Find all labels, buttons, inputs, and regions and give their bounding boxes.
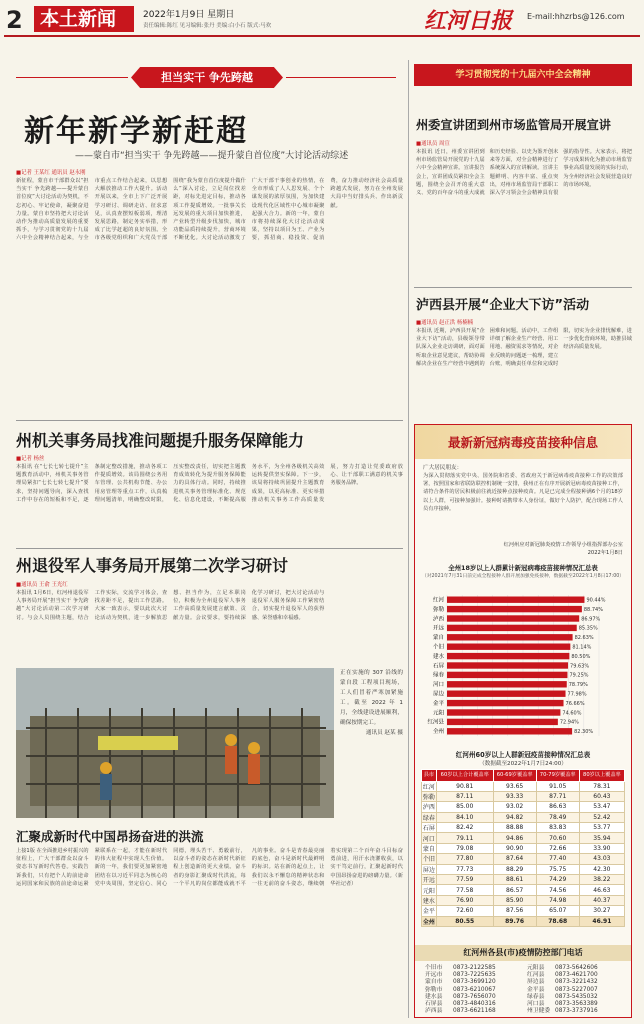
story-e-body: 上接1版 在全面推进乡村振兴的征程上，广大干部群众以奋斗姿态书写新时代答卷。实践告诉我们，只有把个人的前途命运同国家和民族的前途命运紧紧联系在一起，才能在新时代的伟大征程中实现人生价值。新的一年，我们要更加紧密地团结在以习近平同志为核心的党中央周围，坚定信心、同心同德，埋头苦干、勇毅前行，以奋斗者的姿态在新时代新征程上创造新的更大业绩。奋斗者的身影汇聚成时代洪流，每一个平凡的岗位都能成就不平凡的事业。奋斗是青春最亮丽的底色，奋斗是新时代最鲜明的标识。站在新的起点上，让我们以永不懈怠的精神状态和一往无前的奋斗姿态，继续朝着实现第二个百年奋斗目标奋勇前进，用汗水浇灌收获，以实干笃定前行，汇聚起新时代中国昂扬奋进的磅礴力量。（新华社记者）: [16, 848, 403, 887]
hotline-entry: [527, 987, 627, 994]
hotline-phone: 0873-5227007: [555, 986, 598, 993]
chart-category-label: 开远: [432, 625, 444, 632]
chart-bar: [447, 691, 566, 697]
hotline-phone: 0873-2122585: [453, 965, 496, 971]
elderly-vaccination-table: [421, 769, 625, 927]
table-row: [422, 833, 625, 843]
table-rate-cell: 74.29: [536, 875, 579, 885]
section-title: 本土新闻: [34, 6, 134, 32]
table-rate-cell: 75.75: [536, 864, 579, 874]
column-separator: [408, 60, 409, 1018]
table-rate-cell: 86.63: [536, 802, 579, 812]
hotline-region: 红河县: [527, 972, 545, 979]
hotline-left-list: [425, 965, 525, 1015]
table-row: [422, 875, 625, 885]
table-header-row: [422, 770, 625, 782]
table-rate-cell: 30.27: [579, 906, 624, 916]
hotline-phone: 0873-4840316: [453, 1001, 496, 1008]
chart-value-label: 85.35%: [578, 625, 598, 632]
table-title: 红河州60岁以上人群新冠疫苗接种情况汇总表: [455, 751, 591, 759]
table-rate-cell: 74.98: [536, 895, 579, 905]
chart-value-label: 82.63%: [574, 635, 594, 642]
table-rate-cell: 78.49: [536, 812, 579, 822]
table-rate-cell: 53.47: [579, 802, 624, 812]
table-rate-cell: 60.43: [579, 791, 624, 801]
table-county-cell: 开远: [422, 875, 437, 885]
table-rate-cell: 74.56: [536, 885, 579, 895]
photo-credit: 通讯员 赵某 摄: [365, 730, 403, 736]
lead-headline: 新年新学新赶超: [24, 114, 248, 149]
bar-chart-subtitle: （对2021年7月31日前完成全程接种人群开展加强免疫接种，数据截至2022年1月8日17:00）: [421, 574, 625, 579]
story-c-headline: 州机关事务局找准问题提升服务保障能力: [16, 431, 305, 450]
hotline-phone: 0873-4621700: [555, 972, 598, 979]
hotline-phone: 0873-5642606: [555, 965, 598, 971]
chart-category-label: 红河县: [427, 719, 444, 726]
chart-value-label: 81.14%: [572, 644, 592, 651]
table-row: [422, 823, 625, 833]
chart-bar: [447, 681, 567, 687]
hotline-region: 河口县: [527, 1001, 545, 1008]
hotline-entry: [425, 1008, 525, 1015]
table-rate-cell: 78.68: [536, 916, 579, 926]
chart-value-label: 77.98%: [567, 691, 587, 698]
table-header-cell: 60岁以上合计覆盖率: [436, 770, 493, 782]
photo-scene: [16, 668, 334, 818]
table-rate-cell: 87.64: [493, 854, 536, 864]
table-rate-cell: 85.00: [436, 802, 493, 812]
chart-category-label: 屏边: [432, 691, 444, 698]
vaccine-date: 2022年1月8日: [587, 550, 623, 556]
hotline-region: 绿春县: [527, 993, 545, 1000]
table-subtitle: （数据截至2022年1月7日24:00）: [479, 761, 567, 767]
table-row: [422, 906, 625, 916]
issue-date: 2022年1月9日 星期日: [143, 10, 235, 20]
table-rate-cell: 89.76: [493, 916, 536, 926]
hotline-phone: 0873-3737916: [555, 1008, 598, 1015]
chart-value-label: 80.50%: [571, 653, 591, 660]
chart-category-label: 河口: [432, 682, 444, 689]
paper-logo: 红河日报: [424, 8, 513, 34]
vaccine-panel: [414, 424, 632, 1018]
story-c-byline: ■记者 杨丝: [16, 456, 45, 462]
table-rate-cell: 87.56: [493, 906, 536, 916]
table-rate-cell: 85.90: [493, 895, 536, 905]
chart-value-label: 72.94%: [559, 719, 579, 726]
story-a-divider: [414, 287, 632, 288]
lead-body: 新征程，蒙自市干部群众以“担当实干 争先跨越——提升蒙自首位度”大讨论活动为契机，不忘初心、牢记使命，凝聚奋进力量。蒙自市坚持把大讨论活动作为推动高质量发展的重要抓手，与学习贯彻党的十九届六中全会精神结合起来，与全市重点工作结合起来，以思想大解放推动工作大提升。活动开展以来，全市上下广泛开展学习研讨、调研走访、征求意见，认真查摆短板弱项，理清发展思路，制定务实举措，形成了比学赶超的良好氛围。全市各级党组织和广大党员干部围绕“我为蒙自首位度提升做什么”深入讨论，立足岗位找差距，对标先进定目标，推动各项工作提质增效。一批事关长远发展的重大项目加快推进，产业转型升级步伐加快，城市功能品质持续提升，营商环境不断优化。大讨论活动激发了广大干部干事创业的热情，在全市形成了人人思发展、个个谋发展的浓厚氛围，为加快建设现代化区域性中心城市凝聚起强大合力。新的一年，蒙自市将持续深化大讨论活动成果，坚持以项目为王、产业为要，抓招商、稳投资、促消费，奋力推动经济社会高质量跨越式发展，努力在全州发展大局中当好排头兵、作出新贡献。: [16, 178, 403, 242]
chart-value-label: 76.66%: [565, 700, 585, 707]
table-row: [422, 781, 625, 791]
table-row: [422, 916, 625, 926]
table-county-cell: 屏边: [422, 864, 437, 874]
story-d-headline: 州退役军人事务局开展第二次学习研讨: [16, 556, 289, 575]
hotline-entry: [425, 987, 525, 994]
table-county-cell: 泸西: [422, 802, 437, 812]
story-a-byline: ■通讯员 周宣: [416, 141, 450, 147]
table-county-cell: 绿春: [422, 812, 437, 822]
chart-value-label: 78.79%: [568, 682, 588, 689]
table-rate-cell: 87.71: [536, 791, 579, 801]
vaccine-sign: 红河州应对新冠肺炎疫情工作领导小组指挥部办公室: [503, 542, 623, 548]
hotline-phone: 0873-3221432: [555, 979, 598, 986]
hotline-region: 屏边县: [527, 979, 545, 986]
chart-bar: [447, 634, 573, 640]
chart-value-label: 82.30%: [574, 729, 594, 736]
table-rate-cell: 78.31: [579, 781, 624, 791]
chart-bar: [447, 719, 558, 725]
story-d-byline: ■通讯员 王俞 王光红: [16, 582, 68, 588]
chart-category-label: 建水: [432, 653, 444, 660]
table-rate-cell: 77.40: [536, 854, 579, 864]
table-county-cell: 红河: [422, 781, 437, 791]
story-b-byline: ■通讯员 赵正洪 杨楠楠: [416, 320, 474, 326]
chart-category-label: 蒙自: [432, 635, 444, 642]
table-header-cell: 80岁以上覆盖率: [579, 770, 624, 782]
lead-subheadline: ——蒙自市“担当实干 争先跨越——提升蒙自首位度”大讨论活动综述: [75, 151, 349, 161]
table-rate-cell: 52.42: [579, 812, 624, 822]
table-row: [422, 843, 625, 853]
table-rate-cell: 93.33: [493, 791, 536, 801]
chart-value-label: 79.63%: [570, 663, 590, 670]
chart-bar: [447, 700, 564, 706]
story-e-headline: 汇聚成新时代中国昂扬奋进的洪流: [16, 829, 204, 844]
chart-value-label: 90.44%: [586, 597, 606, 604]
photo-caption: [340, 668, 403, 818]
chart-bar: [447, 709, 560, 715]
hotline-phone: 0873-3563389: [555, 1001, 598, 1008]
chart-category-label: 弥勒: [432, 606, 444, 613]
table-rate-cell: 65.07: [536, 906, 579, 916]
story-b-headline: 泸西县开展“企业大下访”活动: [416, 298, 590, 313]
banner-text: 担当实干 争先跨越: [161, 71, 253, 84]
chart-bar: [447, 597, 584, 603]
banner-line-left: [16, 77, 128, 78]
table-county-cell: 弥勒: [422, 791, 437, 801]
story-d-body: 本报讯 1月6日，红河州退役军人事务局开展“担当实干 争先跨越”大讨论活动第二次学习研讨。与会人员围绕主题，结合工作实际，交流学习体会，查找差距不足，提出工作思路。大家一致表示，要以此次大讨论活动为契机，进一步解放思想、担当作为，立足本职岗位，积极为全州退役军人事务工作高质量发展建言献策、贡献力量。会议要求，要持续深化学习研讨，把大讨论活动与退役军人服务保障工作紧密结合，切实提升退役军人的获得感、荣誉感和幸福感。: [16, 590, 325, 621]
chart-category-label: 元阳: [432, 710, 444, 717]
story-a-body: 本报讯 近日，州委宣讲团到州市场监管局开展党的十九届六中全会精神宣讲。宣讲报告会上，宣讲团成员紧扣全会主题，围绕全会召开的重大意义、党的百年奋斗的重大成就和历史经验、以史为鉴开创未来等方面，对全会精神进行了系统深入的宣讲解读。宣讲主题鲜明、内容丰富、重点突出，对州市场监管局干部职工深入学习领会全会精神具有很强的指导性。大家表示，将把学习成果转化为推动市场监管事业高质量发展的实际行动，为全州经济社会发展营造良好的市场环境。: [416, 149, 632, 197]
hotline-entry: [425, 979, 525, 986]
editor-credits: 责任编辑:陈红 见习编辑:张丹 美编:白小石 版式:马欢: [143, 23, 272, 29]
table-county-cell: 建水: [422, 895, 437, 905]
chart-bar: [447, 653, 569, 659]
table-rate-cell: 87.11: [436, 791, 493, 801]
table-rate-cell: 72.60: [436, 906, 493, 916]
table-rate-cell: 80.55: [436, 916, 493, 926]
table-rate-cell: 91.05: [536, 781, 579, 791]
table-rate-cell: 90.90: [493, 843, 536, 853]
table-rate-cell: 93.65: [493, 781, 536, 791]
table-rate-cell: 38.22: [579, 875, 624, 885]
table-row: [422, 895, 625, 905]
page-number: 2: [6, 6, 23, 34]
table-rate-cell: 83.83: [536, 823, 579, 833]
chart-bar: [447, 606, 582, 612]
hotline-region: 个旧市: [425, 965, 443, 971]
hotline-entry: [527, 994, 627, 1001]
chart-bar: [447, 728, 572, 734]
vaccination-bar-chart: [417, 591, 629, 741]
table-rate-cell: 90.81: [436, 781, 493, 791]
chart-bar: [447, 615, 579, 621]
story-c-divider: [16, 548, 403, 549]
chart-bar: [447, 644, 570, 650]
table-county-cell: 蒙自: [422, 843, 437, 853]
table-rate-cell: 79.11: [436, 833, 493, 843]
table-rate-cell: 86.57: [493, 885, 536, 895]
table-rate-cell: 93.02: [493, 802, 536, 812]
chart-bar: [447, 662, 568, 668]
hotline-region: 建水县: [425, 993, 443, 1000]
masthead: [0, 0, 644, 36]
hotline-region: 州卫健委: [527, 1008, 551, 1015]
table-header-cell: 70-79岁覆盖率: [536, 770, 579, 782]
table-rate-cell: 72.66: [536, 843, 579, 853]
table-rate-cell: 79.08: [436, 843, 493, 853]
table-row: [422, 864, 625, 874]
table-row: [422, 854, 625, 864]
chart-category-label: 全州: [432, 729, 444, 736]
hotline-phone: 0873-3699120: [453, 979, 496, 986]
table-rate-cell: 94.82: [493, 812, 536, 822]
vaccine-greeting: 广大居民朋友：: [423, 465, 463, 471]
chart-category-label: 金平: [432, 700, 444, 707]
hotline-entry: [425, 994, 525, 1001]
hotline-region: 石屏县: [425, 1001, 443, 1008]
hotline-region: 泸西县: [425, 1008, 443, 1015]
table-rate-cell: 35.94: [579, 833, 624, 843]
hotline-phone: 0873-6621168: [453, 1008, 496, 1015]
lead-divider: [16, 420, 403, 421]
hotline-phone: 0873-7225635: [453, 972, 496, 979]
table-rate-cell: 33.90: [579, 843, 624, 853]
chart-category-label: 绿春: [432, 672, 444, 679]
table-rate-cell: 77.80: [436, 854, 493, 864]
hotline-region: 金平县: [527, 986, 545, 993]
hotline-title: 红河州各县(市)疫情防控部门电话: [463, 948, 583, 957]
lead-byline: ■记者 王某红 通讯员 赵永刚: [16, 170, 86, 176]
vaccine-body: 为深入贯彻落实党中央、国务院和省委、省政府关于新冠病毒疫苗接种工作的决策部署，按照国家和省联防联控机制统一安排，我州正在有序开展新冠病毒疫苗接种工作，请符合条件的居民积极前往就近接种点接种疫苗。凡是已完成全程接种满6个月的18岁以上人群，可接种加强针。接种时请携带本人身份证，做好个人防护，配合现场工作人员有序接种。: [423, 473, 623, 512]
table-header-cell: 县市: [422, 770, 437, 782]
story-a-headline: 州委宣讲团到州市场监管局开展宣讲: [416, 118, 611, 132]
hotline-region: 弥勒市: [425, 986, 443, 993]
masthead-rule: [4, 35, 640, 37]
table-row: [422, 791, 625, 801]
table-county-cell: 元阳: [422, 885, 437, 895]
chart-value-label: 88.74%: [583, 606, 603, 613]
table-rate-cell: 53.77: [579, 823, 624, 833]
table-rate-cell: 77.58: [436, 885, 493, 895]
email-address: E-mail:hhzrbs@126.com: [527, 12, 625, 21]
table-county-cell: 河口: [422, 833, 437, 843]
table-rate-cell: 76.90: [436, 895, 493, 905]
table-county-cell: 全州: [422, 916, 437, 926]
table-rate-cell: 40.37: [579, 895, 624, 905]
hotline-entry: [527, 979, 627, 986]
table-rate-cell: 88.29: [493, 864, 536, 874]
chart-value-label: 86.97%: [581, 616, 601, 623]
table-rate-cell: 88.88: [493, 823, 536, 833]
chart-category-label: 个旧: [432, 644, 444, 651]
table-rate-cell: 46.91: [579, 916, 624, 926]
table-rate-cell: 94.86: [493, 833, 536, 843]
table-rate-cell: 43.03: [579, 854, 624, 864]
hotline-region: 开远市: [425, 972, 443, 979]
chart-category-label: 泸西: [432, 616, 444, 623]
table-rate-cell: 77.73: [436, 864, 493, 874]
table-rate-cell: 84.10: [436, 812, 493, 822]
hotline-region: 蒙自市: [425, 979, 443, 986]
story-c-body: 本报讯 在“七长七转七提升”主题教育活动中，州机关事务管理局紧扣“七长七转七提升”要求，坚持问题导向，深入查找工作中存在的短板和不足，逐条制定整改措施，推动各项工作提质增效。该局围绕公务用车管理、公共机构节能、办公用房管理等重点工作，认真梳理问题清单，明确整改时限，压实整改责任，切实把主题教育成效转化为提升服务保障能力的具体行动。同时，持续推进机关事务管理标准化、规范化、信息化建设，不断提高服务水平，为全州各级机关高效运转提供坚实保障。下一步，该局将持续巩固提升主题教育成果，以更高标准、更实举措推动机关事务工作高质量发展，努力打造让党委政府放心、让干部职工满意的机关事务服务品牌。: [16, 464, 403, 503]
table-rate-cell: 42.30: [579, 864, 624, 874]
hotline-phone: 0873-5435032: [555, 993, 598, 1000]
table-row: [422, 802, 625, 812]
table-row: [422, 812, 625, 822]
hotline-phone: 0873-7656070: [453, 993, 496, 1000]
hotline-right-list: [527, 965, 627, 1015]
construction-photo: [16, 668, 334, 818]
chart-category-label: 红河: [432, 597, 444, 604]
table-rate-cell: 88.61: [493, 875, 536, 885]
chart-category-label: 石屏: [432, 663, 444, 670]
table-rate-cell: 77.59: [436, 875, 493, 885]
right-banner-text: 学习贯彻党的十九届六中全会精神: [455, 70, 591, 80]
banner-line-right: [286, 77, 396, 78]
table-county-cell: 金平: [422, 906, 437, 916]
chart-value-label: 74.60%: [562, 710, 582, 717]
chart-bar: [447, 672, 567, 678]
hotline-entry: [527, 1008, 627, 1015]
chart-value-label: 79.25%: [569, 672, 589, 679]
story-b-body: 本报讯 近期，泸西县开展“企业大下访”活动，县级领导带队深入企业走访调研，面对面听取企业意见建议，帮助协调解决企业在生产经营中遇到的困难和问题。活动中，工作组详细了解企业生产经营、用工用地、融资需求等情况，对企业反映的问题逐一梳理，建立台账，明确责任单位和完成时限，切实为企业排忧解难，进一步优化营商环境，助推县域经济高质量发展。: [416, 328, 632, 367]
table-rate-cell: 82.42: [436, 823, 493, 833]
bar-chart-title: 全州18岁以上人群累计新冠病毒疫苗接种情况汇总表: [448, 564, 598, 572]
table-row: [422, 885, 625, 895]
table-rate-cell: 46.63: [579, 885, 624, 895]
table-rate-cell: 70.60: [536, 833, 579, 843]
table-county-cell: 个旧: [422, 854, 437, 864]
chart-bar: [447, 625, 577, 631]
hotline-phone: 0873-6210067: [453, 986, 496, 993]
table-county-cell: 石屏: [422, 823, 437, 833]
table-header-cell: 60-69岁覆盖率: [493, 770, 536, 782]
hotline-region: 元阳县: [527, 965, 545, 971]
photo-caption-text: 正在实施的 307 沿线的 蒙自段 工程项目现场，工人们冒着严寒加紧施工。截至 2022 年 1 月，全线建设进展顺利，确保按期完工。: [340, 670, 403, 726]
vaccine-title: 最新新冠病毒疫苗接种信息: [447, 435, 598, 450]
